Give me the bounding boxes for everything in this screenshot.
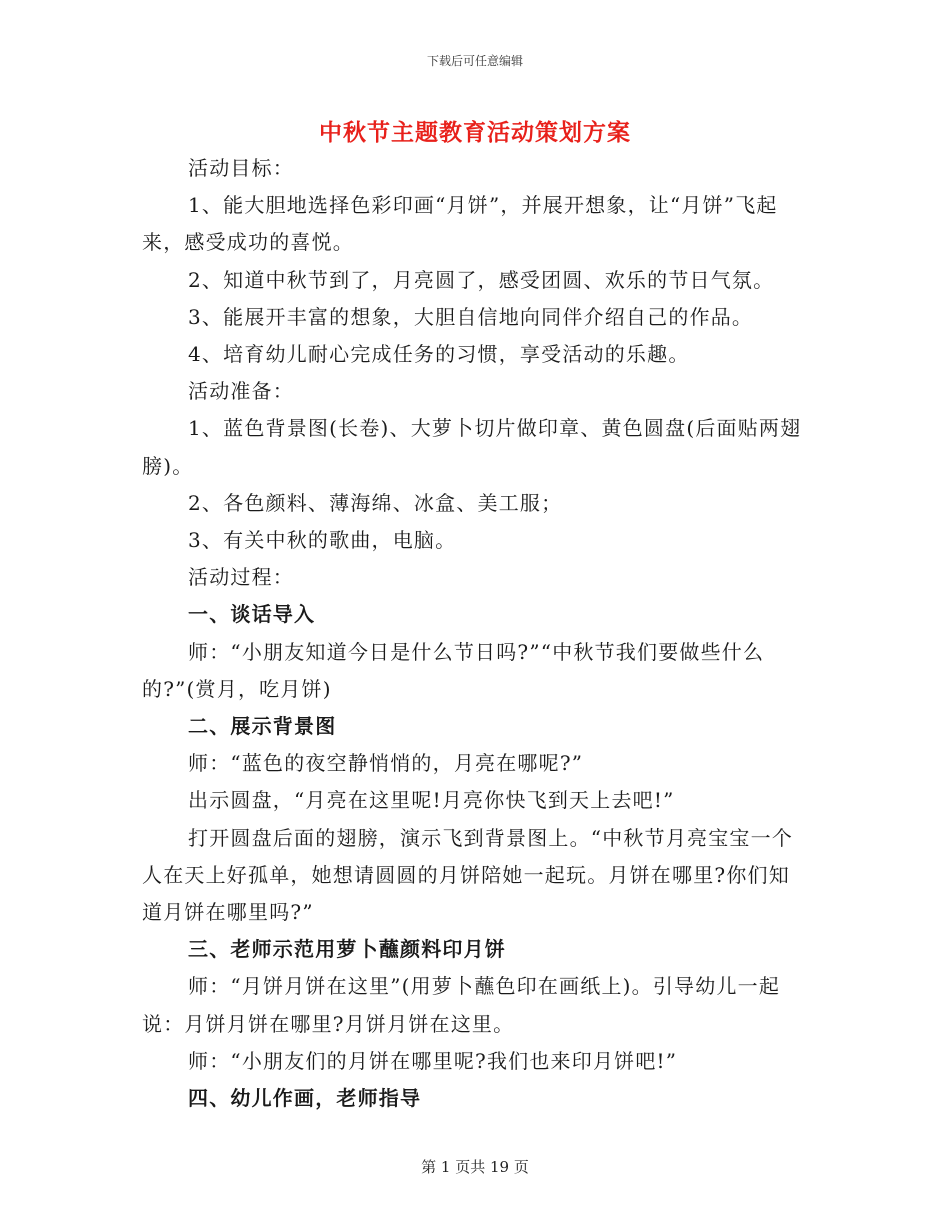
section-heading: 四、幼儿作画，老师指导: [188, 1086, 422, 1111]
paragraph: 师：“蓝色的夜空静悄悄的，月亮在哪呢?”: [188, 751, 584, 776]
paragraph: 活动过程：: [188, 565, 294, 590]
paragraph: 活动目标：: [188, 156, 294, 180]
paragraph: 2、知道中秋节到了，月亮圆了，感受团圆、欢乐的节日气氛。: [188, 267, 775, 292]
paragraph: 4、培育幼儿耐心完成任务的习惯，享受活动的乐趣。: [188, 342, 690, 367]
page-header: 下载后可任意编辑: [426, 54, 523, 68]
paragraph: 师：“月饼月饼在这里”(用萝卜蘸色印在画纸上)。引导幼儿一起说：月饼月饼在哪里?月饼月饼在这里。: [142, 974, 781, 1036]
page-footer: 第 1 页共 19 页: [421, 1158, 529, 1176]
document-body: [142, 150, 808, 1117]
paragraph: 1、能大胆地选择色彩印画“月饼”，并展开想象，让“月饼”飞起来，感受成功的喜悦。: [142, 193, 778, 255]
paragraph: 打开圆盘后面的翅膀，演示飞到背景图上。“中秋节月亮宝宝一个人在天上好孤单，她想请圆圆的月饼陪她一起玩。月饼在哪里?你们知道月饼在哪里吗?”: [142, 825, 794, 925]
paragraph: 3、能展开丰富的想象，大胆自信地向同伴介绍自己的作品。: [188, 304, 754, 329]
document-title: 中秋节主题教育活动策划方案: [319, 119, 631, 146]
paragraph: 出示圆盘，“月亮在这里呢!月亮你快飞到天上去吧!”: [188, 788, 675, 813]
section-heading: 一、谈话导入: [188, 602, 316, 627]
section-heading: 三、老师示范用萝卜蘸颜料印月饼: [188, 937, 506, 962]
section-heading: 二、展示背景图: [188, 714, 337, 739]
paragraph: 师：“小朋友们的月饼在哪里呢?我们也来印月饼吧!”: [188, 1048, 678, 1073]
paragraph: 师：“小朋友知道今日是什么节日吗?”“中秋节我们要做些什么的?”(赏月，吃月饼): [142, 639, 765, 701]
paragraph: 活动准备：: [188, 379, 294, 404]
paragraph: 1、蓝色背景图(长卷)、大萝卜切片做印章、黄色圆盘(后面贴两翅膀)。: [142, 416, 802, 478]
paragraph: 2、各色颜料、薄海绵、冰盒、美工服；: [188, 490, 563, 515]
paragraph: 3、有关中秋的歌曲，电脑。: [188, 528, 457, 553]
